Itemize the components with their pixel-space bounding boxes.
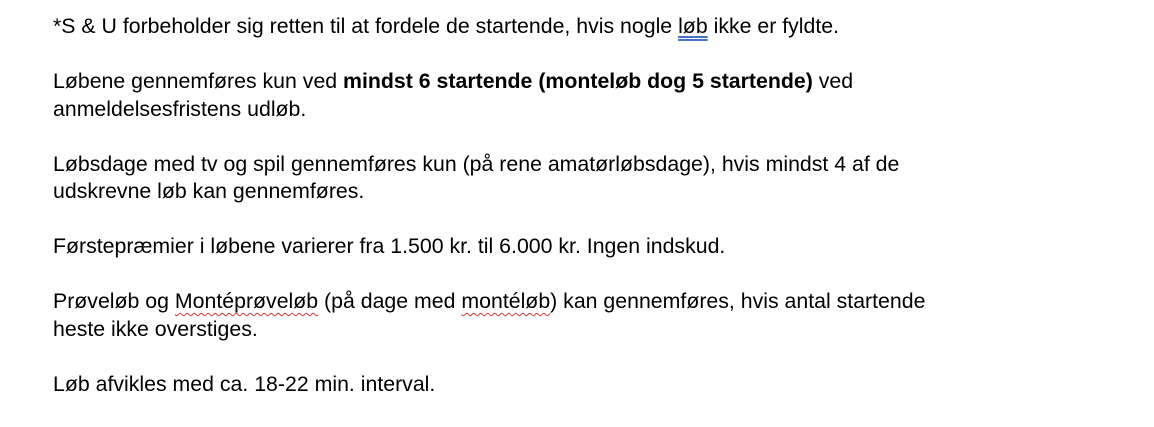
- text: Løbene gennemføres kun ved: [53, 69, 344, 93]
- grammar-flagged-word[interactable]: løb: [678, 14, 708, 38]
- spelling-flagged-word[interactable]: Montéprøveløb: [174, 289, 319, 313]
- spelling-flagged-word[interactable]: montéløb: [461, 289, 551, 313]
- text: ) kan gennemføres, hvis antal startende: [550, 289, 926, 313]
- paragraph-prizes: [53, 233, 1133, 261]
- paragraph-race-days: [53, 151, 1133, 206]
- text: ikke er fyldte.: [707, 14, 840, 38]
- text: Løb afvikles med ca. 18-22 min. interval.: [53, 371, 436, 396]
- paragraph-trial-races: [53, 288, 1133, 343]
- paragraph-minimum-starters: [53, 68, 1133, 123]
- text: anmeldelsesfristens udløb.: [53, 96, 307, 121]
- text: heste ikke overstiges.: [53, 316, 258, 341]
- text: *S & U forbeholder sig retten til at fordele de startende, hvis nogle: [53, 14, 679, 38]
- bold-text: mindst 6 startende (monteløb dog 5 startende): [343, 69, 813, 93]
- paragraph-interval: [53, 371, 1133, 399]
- text: Førstepræmier i løbene varierer fra 1.500 kr. til 6.000 kr. Ingen indskud.: [53, 234, 726, 258]
- text: udskrevne løb kan gennemføres.: [53, 179, 365, 203]
- document-body: [53, 13, 1133, 398]
- text: ved: [812, 69, 854, 93]
- paragraph-distribution-note: [53, 13, 1133, 41]
- text: Prøveløb og: [53, 289, 175, 313]
- text: Løbsdage med tv og spil gennemføres kun (på rene amatørløbsdage), hvis mindst 4 af de: [53, 151, 900, 176]
- text: (på dage med: [318, 289, 462, 313]
